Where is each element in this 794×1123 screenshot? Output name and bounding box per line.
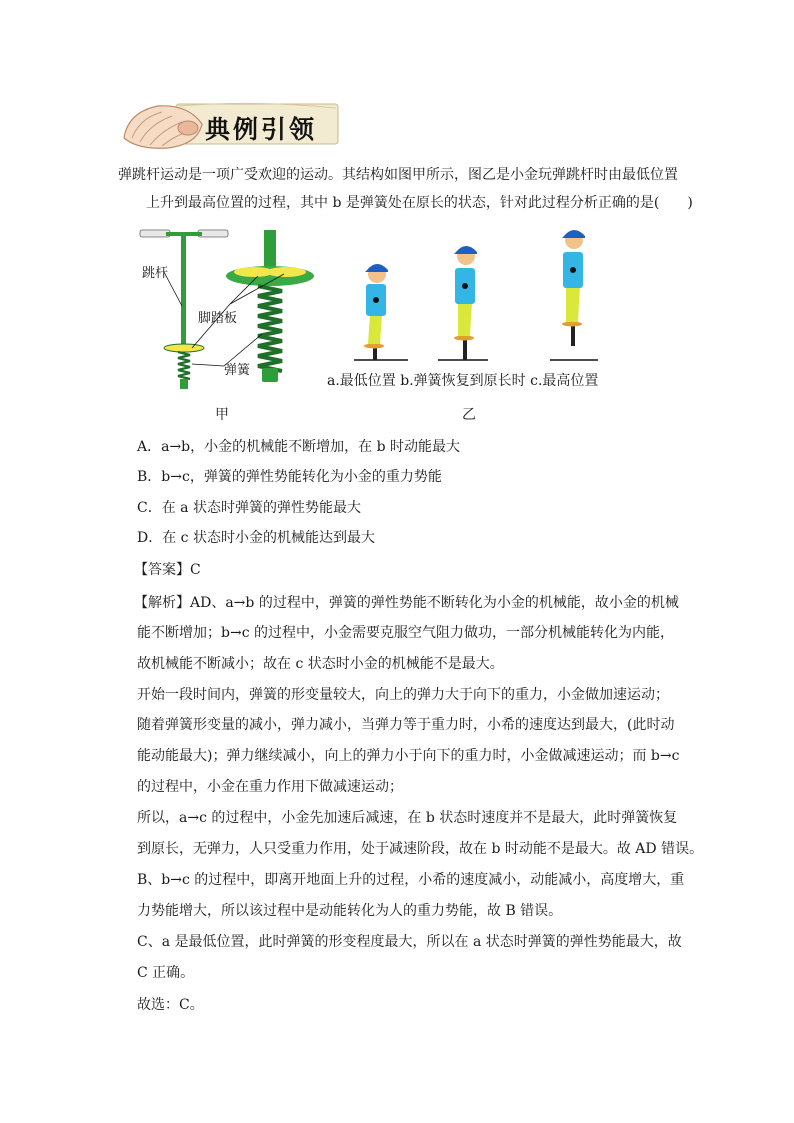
option-b: B．b→c，弹簧的弹性势能转化为小金的重力势能 — [137, 469, 442, 485]
option-a: A．a→b，小金的机械能不断增加，在 b 时动能最大 — [137, 439, 461, 455]
analysis-line: 故机械能不断减小；故在 c 状态时小金的机械能不是最大。 — [137, 656, 504, 672]
figure-caption-yi: 乙 — [462, 407, 476, 423]
option-d: D．在 c 状态时小金的机械能达到最大 — [137, 530, 375, 546]
analysis-line: 能不断增加；b→c 的过程中，小金需要克服空气阻力做功，一部分机械能转化为内能， — [137, 625, 674, 641]
analysis-line: C 正确。 — [137, 965, 195, 981]
jumper-state-b — [438, 246, 488, 360]
analysis-line: B、b→c 的过程中，即离开地面上升的过程，小希的速度减小，动能减小，高度增大，重 — [137, 872, 685, 888]
question-stem-line-1: 弹跳杆运动是一项广受欢迎的运动。其结构如图甲所示，图乙是小金玩弹跳杆时由最低位置 — [118, 167, 678, 183]
analysis-line: 所以，a→c 的过程中，小金先加速后减速，在 b 状态时速度并不是最大，此时弹簧恢复 — [137, 810, 678, 826]
figure-states-caption: a.最低位置 b.弹簧恢复到原长时 c.最高位置 — [327, 373, 599, 389]
option-c: C．在 a 状态时弹簧的弹性势能最大 — [137, 500, 361, 516]
label-tiaogan: 跳杆 — [142, 266, 169, 281]
analysis-line: 的过程中，小金在重力作用下做减速运动； — [137, 779, 403, 795]
analysis-line: 【解析】AD、a→b 的过程中，弹簧的弹性势能不断转化为小金的机械能，故小金的机械 — [134, 595, 679, 611]
section-title: 典例引领 — [205, 115, 318, 144]
spring-small — [178, 352, 190, 379]
label-jiaotaban: 脚踏板 — [198, 311, 238, 326]
spring-large — [258, 286, 282, 371]
analysis-line: 开始一段时间内，弹簧的形变量较大，向上的弹力大于向下的重力，小金做加速运动； — [137, 687, 669, 703]
analysis-line: 力势能增大，所以该过程中是动能转化为人的重力势能，故 B 错误。 — [137, 903, 563, 919]
analysis-line: 到原长，无弹力，人只受重力作用，处于减速阶段，故在 b 时动能不是最大。故 AD 错误。 — [137, 841, 704, 857]
analysis-line: 随着弹簧形变量的减小，弹力减小，当弹力等于重力时，小希的速度达到最大，(此时动 — [137, 717, 675, 733]
analysis-line: 故选：C。 — [137, 997, 204, 1013]
analysis-line: C、a 是最低位置，此时弹簧的形变程度最大，所以在 a 状态时弹簧的弹性势能最大，故 — [137, 934, 682, 950]
figure-caption-jia: 甲 — [215, 407, 229, 423]
jumper-state-c — [550, 230, 598, 360]
analysis-line: 能动能最大)；弹力继续减小，向上的弹力小于向下的重力时，小金做减速运动；而 b→c — [137, 748, 680, 764]
label-tanhuang: 弹簧 — [224, 363, 251, 378]
jumper-state-a — [354, 264, 408, 360]
answer-line: 【答案】C — [134, 562, 201, 578]
question-stem-line-2: 上升到最高位置的过程，其中 b 是弹簧处在原长的状态，针对此过程分析正确的是( ) — [146, 195, 693, 211]
